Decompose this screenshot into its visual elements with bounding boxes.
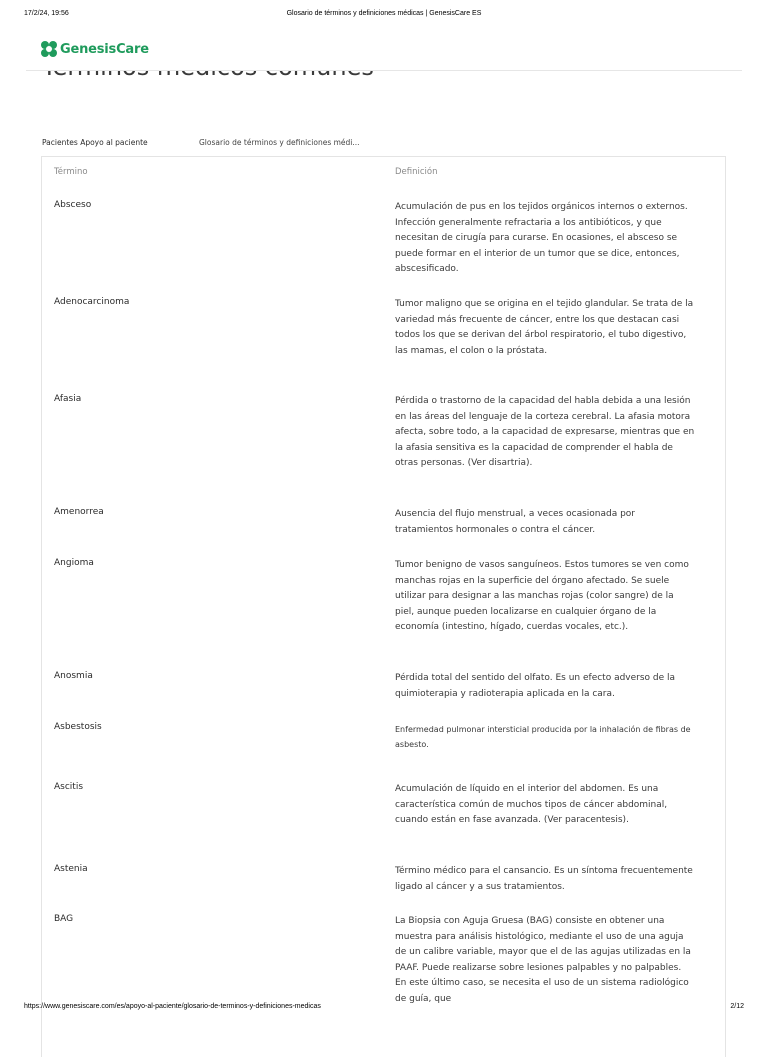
term: Ascitis (54, 782, 84, 792)
print-title: Glosario de términos y definiciones médicas | GenesisCare ES (286, 10, 482, 17)
definition: La Biopsia con Aguja Gruesa (BAG) consiste en obtener una muestra para análisis histológico, mediante el uso de una aguja de un calibre variable, mayor que el de las agujas utilizadas en la PAAF. Puede realizarse sobre lesiones palpables y no palpables. En este último caso, se necesita el uso de un sistema radiológico de guía, que (395, 916, 691, 1004)
site-header (26, 28, 742, 71)
logo-text: GenesisCare (60, 41, 149, 57)
definition: Ausencia del flujo menstrual, a veces ocasionada por tratamientos hormonales o contra el cáncer. (395, 509, 636, 535)
breadcrumb-crumbs[interactable]: Pacientes Apoyo al paciente (42, 138, 148, 147)
print-footer (0, 1003, 768, 1015)
term: Astenia (54, 864, 88, 874)
breadcrumb-current: Glosario de términos y definiciones médi... (199, 138, 360, 147)
definition: Acumulación de pus en los tejidos orgánicos internos o externos. Infección generalmente refractaria a los antibióticos, y que necesitan de cirugía para curarse. En ocasiones, el absceso se puede formar en el interior de un tumor que se dice, entonces, abscesificado. (395, 202, 688, 274)
print-url[interactable]: https://www.genesiscare.com/es/apoyo-al-paciente/glosario-de-terminos-y-definiciones-medicas (24, 1003, 321, 1010)
term: Angioma (54, 558, 94, 568)
genesiscare-logo-icon (40, 40, 58, 58)
print-header (0, 10, 768, 22)
column-header-definition: Definición (395, 167, 438, 177)
term: BAG (54, 914, 74, 924)
print-date: 17/2/24, 19:56 (24, 10, 69, 17)
definition: Término médico para el cansancio. Es un síntoma frecuentemente ligado al cáncer y a sus tratamientos. (395, 866, 693, 892)
definition: Pérdida total del sentido del olfato. Es un efecto adverso de la quimioterapia y radioterapia aplicada en la cara. (395, 673, 676, 699)
definition: Tumor benigno de vasos sanguíneos. Estos tumores se ven como manchas rojas en la superficie del órgano afectado. Se suele utilizar para designar a las manchas rojas (color sangre) de la piel, aunque pueden localizarse en cualquier órgano de la economía (intestino, hígado, cuerdas vocales, etc.). (395, 560, 689, 632)
breadcrumb (42, 138, 360, 147)
term: Absceso (54, 200, 92, 210)
term: Anosmia (54, 671, 93, 681)
column-header-term: Término (54, 167, 88, 177)
term: Adenocarcinoma (54, 297, 130, 307)
term: Afasia (54, 394, 82, 404)
definition: Acumulación de líquido en el interior del abdomen. Es una característica común de muchos tipos de cáncer abdominal, cuando están en fase avanzada. (Ver paracentesis). (395, 784, 668, 825)
genesiscare-logo[interactable] (40, 38, 149, 60)
definition: Tumor maligno que se origina en el tejido glandular. Se trata de la variedad más frecuente de cáncer, entre los que destacan casi todos los que se derivan del árbol respiratorio, el tubo digestivo, las mamas, el colon o la próstata. (395, 299, 694, 356)
term: Asbestosis (54, 722, 102, 732)
term: Amenorrea (54, 507, 104, 517)
print-page-number: 2/12 (730, 1003, 744, 1010)
glossary-table (41, 156, 726, 1057)
definition: Enfermedad pulmonar intersticial producida por la inhalación de fibras de asbesto. (395, 725, 691, 749)
definition: Pérdida o trastorno de la capacidad del habla debida a una lesión en las áreas del lenguaje de la corteza cerebral. La afasia motora afecta, sobre todo, a la capacidad de expresarse, mientras que en la afasia sensitiva es la capacidad de comprender el habla de otras personas. (Ver disartria). (395, 396, 695, 468)
